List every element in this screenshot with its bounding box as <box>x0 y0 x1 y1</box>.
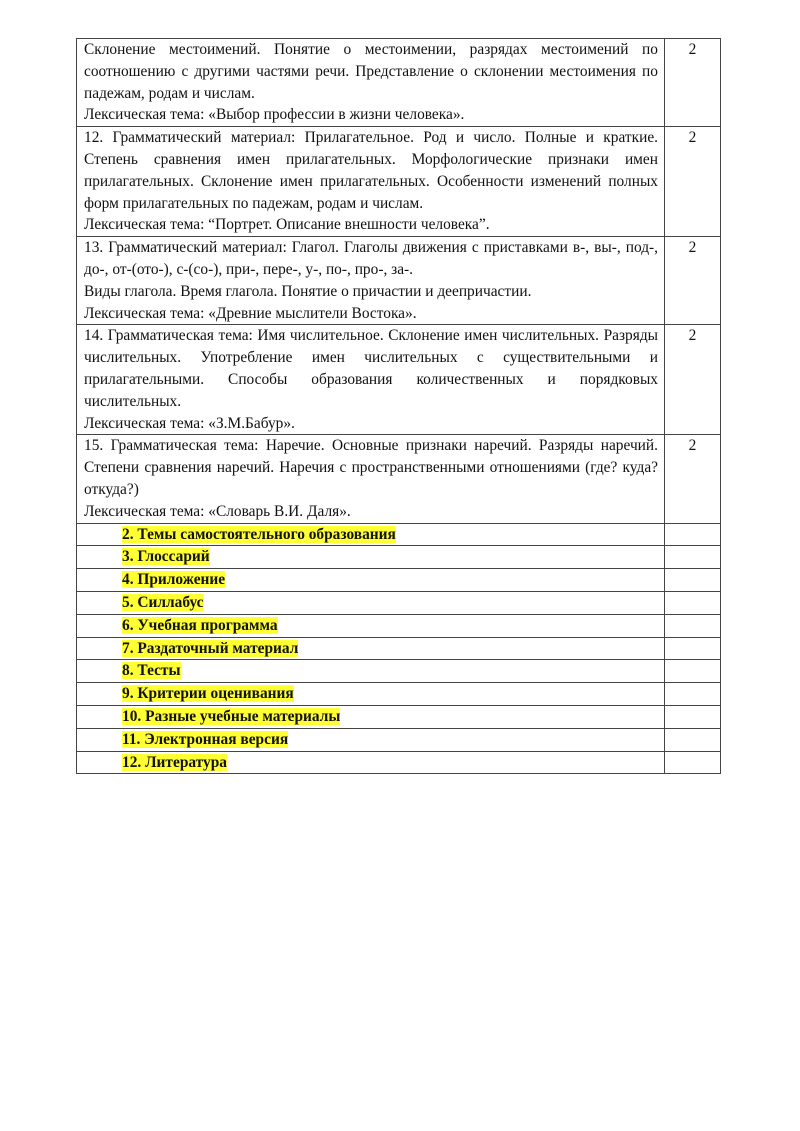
section-cell <box>77 660 665 683</box>
section-cell <box>77 751 665 774</box>
lesson-hours: 2 <box>665 435 721 523</box>
section-hours-cell <box>665 591 721 614</box>
lesson-content <box>77 435 665 523</box>
lesson-text: 14. Грамматическая тема: Имя числительное. Склонение имен числительных. Разряды числительных. Употребление имен числительных с существительными и прилагательными. Способы образования количественных и порядковых числительных. <box>84 327 658 410</box>
lesson-hours: 2 <box>665 325 721 435</box>
lesson-row <box>77 39 721 127</box>
section-title: 3. Глоссарий <box>122 548 210 566</box>
section-row <box>77 614 721 637</box>
lesson-text: Виды глагола. Время глагола. Понятие о причастии и деепричастии. <box>84 282 532 300</box>
section-title: 11. Электронная версия <box>122 730 289 748</box>
section-hours-cell <box>665 660 721 683</box>
section-row <box>77 637 721 660</box>
lesson-content <box>77 127 665 237</box>
section-hours-cell <box>665 614 721 637</box>
section-hours-cell <box>665 683 721 706</box>
section-row <box>77 705 721 728</box>
lexical-topic: Лексическая тема: “Портрет. Описание внешности человека”. <box>84 216 490 234</box>
lesson-hours: 2 <box>665 127 721 237</box>
section-cell <box>77 614 665 637</box>
section-hours-cell <box>665 523 721 546</box>
section-row <box>77 660 721 683</box>
section-cell <box>77 591 665 614</box>
section-title: 5. Силлабус <box>122 593 204 611</box>
section-cell <box>77 705 665 728</box>
lexical-topic: Лексическая тема: «З.М.Бабур». <box>84 414 295 432</box>
lexical-topic: Лексическая тема: «Словарь В.И. Даля». <box>84 502 351 520</box>
section-title: 9. Критерии оценивания <box>122 685 294 703</box>
lesson-content <box>77 237 665 325</box>
lesson-row <box>77 325 721 435</box>
lesson-content <box>77 39 665 127</box>
section-row <box>77 751 721 774</box>
lexical-topic: Лексическая тема: «Выбор профессии в жизни человека». <box>84 106 465 124</box>
lesson-text: Склонение местоимений. Понятие о местоимении, разрядах местоимений по соотношению с другими частями речи. Представление о склонении местоимения по падежам, родам и числам. <box>84 41 658 102</box>
section-cell <box>77 546 665 569</box>
lexical-topic: Лексическая тема: «Древние мыслители Востока». <box>84 304 417 322</box>
section-cell <box>77 683 665 706</box>
section-title: 7. Раздаточный материал <box>122 639 299 657</box>
lesson-row <box>77 237 721 325</box>
section-hours-cell <box>665 569 721 592</box>
section-title: 4. Приложение <box>122 571 226 589</box>
section-hours-cell <box>665 637 721 660</box>
section-title: 2. Темы самостоятельного образования <box>122 525 396 543</box>
lesson-text: 13. Грамматический материал: Глагол. Глаголы движения с приставками в-, вы-, под-, до-, от-(ото-), с-(со-), при-, пере-, у-, по-, про-, за-. <box>84 239 658 278</box>
section-row <box>77 569 721 592</box>
section-row <box>77 683 721 706</box>
section-title: 6. Учебная программа <box>122 616 278 634</box>
section-cell <box>77 569 665 592</box>
section-title: 12. Литература <box>122 753 227 771</box>
lesson-content <box>77 325 665 435</box>
section-row <box>77 546 721 569</box>
section-title: 8. Тесты <box>122 662 181 680</box>
section-cell <box>77 523 665 546</box>
section-hours-cell <box>665 728 721 751</box>
section-cell <box>77 728 665 751</box>
section-row <box>77 591 721 614</box>
section-row <box>77 728 721 751</box>
section-cell <box>77 637 665 660</box>
lesson-row <box>77 127 721 237</box>
lesson-row <box>77 435 721 523</box>
section-title: 10. Разные учебные материалы <box>122 707 341 725</box>
lesson-text: 12. Грамматический материал: Прилагательное. Род и число. Полные и краткие. Степень сравнения имен прилагательных. Морфологические признаки имен прилагательных. Склонение имен прилагательных. Особенности изменений полных форм прилагательных по падежам, родам и числам. <box>84 129 658 212</box>
section-hours-cell <box>665 751 721 774</box>
lesson-hours: 2 <box>665 237 721 325</box>
section-row <box>77 523 721 546</box>
section-hours-cell <box>665 705 721 728</box>
curriculum-table <box>76 38 721 774</box>
section-hours-cell <box>665 546 721 569</box>
lesson-text: 15. Грамматическая тема: Наречие. Основные признаки наречий. Разряды наречий. Степени сравнения наречий. Наречия с пространственными отношениями (где? куда? откуда?) <box>84 437 658 498</box>
lesson-hours: 2 <box>665 39 721 127</box>
